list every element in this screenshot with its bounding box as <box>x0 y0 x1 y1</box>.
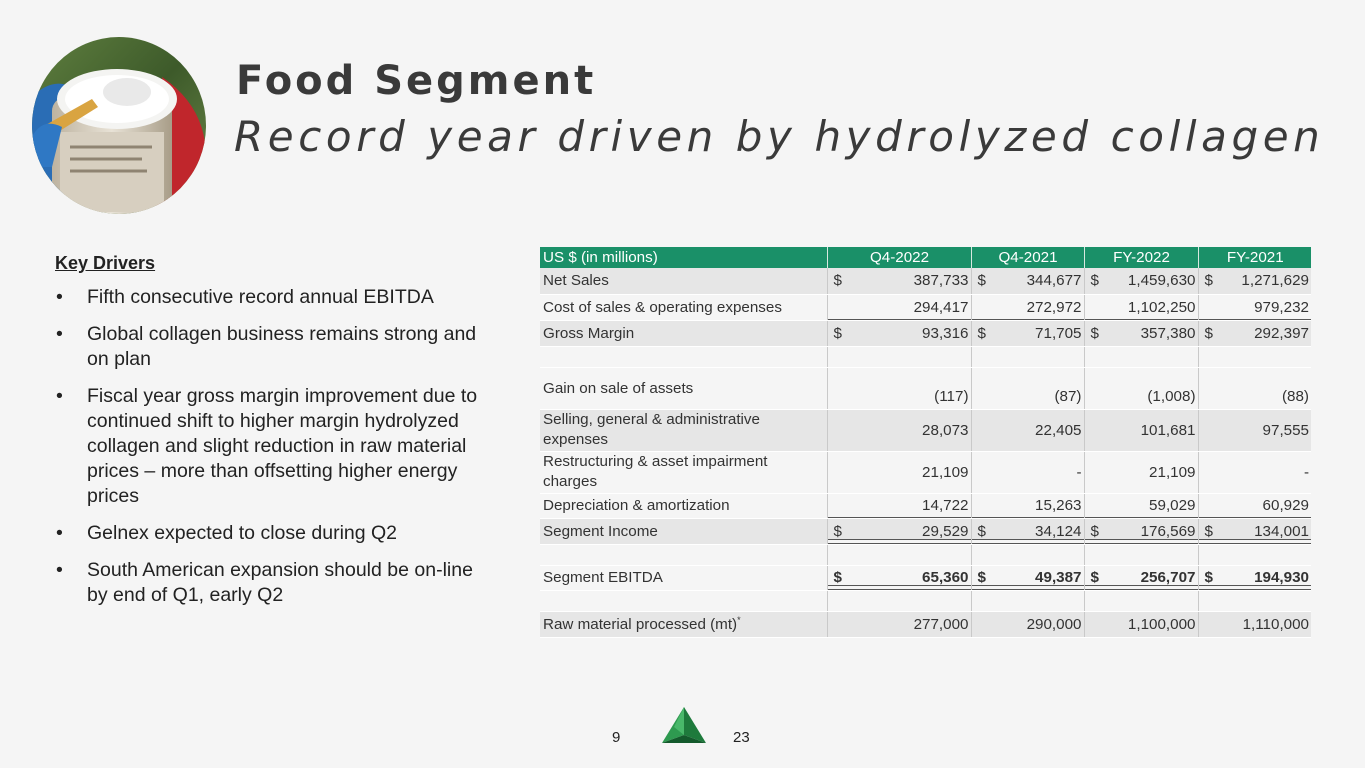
cell-value: 28,073 <box>922 421 969 439</box>
bullet-icon: • <box>56 559 63 581</box>
driver-text: Fifth consecutive record annual EBITDA <box>87 286 434 308</box>
list-item <box>55 521 495 546</box>
table-cell <box>827 294 971 320</box>
table-row <box>540 367 1311 409</box>
list-item <box>55 384 495 509</box>
table-cell <box>1198 518 1311 544</box>
row-label: Cost of sales & operating expenses <box>540 294 827 320</box>
cell-value: 22,405 <box>1035 421 1082 439</box>
table-cell <box>1084 294 1198 320</box>
table-cell <box>1198 565 1311 590</box>
bullet-icon: • <box>56 323 63 345</box>
cell-value: 290,000 <box>1026 615 1082 633</box>
column-header: Q4-2022 <box>827 247 971 268</box>
row-label-text: Raw material processed (mt) <box>543 616 738 634</box>
row-label: Gross Margin <box>540 320 827 346</box>
dollar-sign: $ <box>1204 272 1213 290</box>
table-cell <box>971 611 1084 637</box>
dollar-sign: $ <box>977 569 986 586</box>
table-cell <box>827 451 971 493</box>
table-cell <box>1198 367 1311 409</box>
table-cell <box>971 367 1084 409</box>
table-cell <box>827 268 971 294</box>
driver-text: South American expansion should be on-line by end of Q1, early Q2 <box>87 559 473 606</box>
cell-value: 60,929 <box>1262 497 1309 514</box>
cell-value: 344,677 <box>1026 272 1082 290</box>
table-cell <box>1198 493 1311 518</box>
table-cell <box>1084 451 1198 493</box>
table-cell <box>827 320 971 346</box>
dollar-sign: $ <box>1204 569 1213 586</box>
table-cell <box>971 493 1084 518</box>
table-cell <box>1198 611 1311 637</box>
dollar-sign: $ <box>833 324 842 342</box>
cell-value: 29,529 <box>922 522 969 540</box>
cell-value: 176,569 <box>1140 522 1196 540</box>
list-item <box>55 285 495 310</box>
cell-value: 256,707 <box>1140 569 1196 586</box>
dollar-sign: $ <box>1204 522 1213 540</box>
cell-value: 21,109 <box>922 463 969 481</box>
table-cell <box>827 367 971 409</box>
dollar-sign: $ <box>833 569 842 586</box>
table-cell <box>827 611 971 637</box>
cell-value: 134,001 <box>1254 522 1309 540</box>
cell-value: 1,110,000 <box>1242 615 1309 633</box>
page-number-left: 9 <box>612 729 621 746</box>
table-cell <box>1084 565 1198 590</box>
table-cell <box>971 320 1084 346</box>
table-row <box>540 320 1311 346</box>
cell-value: 1,102,250 <box>1127 298 1196 316</box>
table-cell <box>827 409 971 451</box>
table-cell <box>971 268 1084 294</box>
table-cell <box>971 294 1084 320</box>
table-row <box>540 611 1311 637</box>
cell-value: 194,930 <box>1254 569 1309 586</box>
cell-value: 272,972 <box>1026 298 1082 316</box>
page-subtitle: Record year driven by hydrolyzed collagen <box>234 112 1325 161</box>
cell-value: 101,681 <box>1140 421 1196 439</box>
cell-value: 93,316 <box>922 324 969 342</box>
cell-value: (1,008) <box>1147 387 1196 405</box>
driver-text: Global collagen business remains strong and on plan <box>87 323 477 370</box>
dollar-sign: $ <box>1090 569 1099 586</box>
cell-value: (117) <box>934 387 969 405</box>
dollar-sign: $ <box>1204 324 1213 342</box>
page-number-right: 23 <box>733 729 750 746</box>
dollar-sign: $ <box>833 272 842 290</box>
table-cell <box>1084 367 1198 409</box>
spacer-row <box>540 544 1311 565</box>
driver-text: Fiscal year gross margin improvement due to continued shift to higher margin hydrolyzed collagen and slight reduction in raw material prices – more than offsetting higher energy prices <box>87 385 478 507</box>
cell-value: 15,263 <box>1035 497 1082 514</box>
row-label: Selling, general & administrative expenses <box>540 409 827 451</box>
table-cell <box>827 565 971 590</box>
bullet-icon: • <box>56 286 63 308</box>
table-header-row <box>540 247 1311 268</box>
cell-value: 34,124 <box>1035 522 1082 540</box>
dollar-sign: $ <box>1090 324 1099 342</box>
dollar-sign: $ <box>977 324 986 342</box>
dollar-sign: $ <box>833 522 842 540</box>
driver-text: Gelnex expected to close during Q2 <box>87 522 398 544</box>
row-label: Restructuring & asset impairment charges <box>540 451 827 493</box>
row-label: Segment Income <box>540 518 827 544</box>
cell-value: 1,271,629 <box>1241 272 1309 290</box>
row-label: Segment EBITDA <box>540 565 827 590</box>
cell-value: 277,000 <box>913 615 969 633</box>
table-row <box>540 409 1311 451</box>
table-row <box>540 294 1311 320</box>
table-cell <box>1084 518 1198 544</box>
product-photo <box>32 37 206 214</box>
cell-value: 357,380 <box>1140 324 1196 342</box>
row-label <box>540 611 827 637</box>
table-row <box>540 268 1311 294</box>
cell-value: 979,232 <box>1254 298 1309 316</box>
cell-value: 65,360 <box>922 569 969 586</box>
bullet-icon: • <box>56 385 63 407</box>
table-row <box>540 565 1311 590</box>
cell-value: 294,417 <box>913 298 969 316</box>
bullet-icon: • <box>56 522 63 544</box>
dollar-sign: $ <box>977 522 986 540</box>
row-label: Gain on sale of assets <box>540 367 827 409</box>
table-cell <box>1198 320 1311 346</box>
cell-value: 387,733 <box>913 272 969 290</box>
column-header: FY-2022 <box>1084 247 1198 268</box>
table-cell <box>1084 320 1198 346</box>
dollar-sign: $ <box>1090 272 1099 290</box>
table-cell <box>1084 611 1198 637</box>
table-cell <box>971 565 1084 590</box>
list-item <box>55 322 495 372</box>
cell-value: 21,109 <box>1149 463 1196 481</box>
table-cell <box>827 518 971 544</box>
list-item <box>55 558 495 608</box>
cell-value: 14,722 <box>922 497 969 514</box>
key-drivers-heading: Key Drivers <box>55 253 156 273</box>
spacer-row <box>540 590 1311 611</box>
table-cell <box>1084 268 1198 294</box>
dollar-sign: $ <box>977 272 986 290</box>
table-cell <box>827 493 971 518</box>
table-cell <box>1198 294 1311 320</box>
table-row <box>540 493 1311 518</box>
table-cell <box>1198 409 1311 451</box>
company-logo-icon <box>662 707 706 750</box>
table-cell <box>1198 268 1311 294</box>
row-label: Depreciation & amortization <box>540 493 827 518</box>
page-title: Food Segment <box>236 58 597 104</box>
cell-value: 49,387 <box>1035 569 1082 586</box>
cell-value: - <box>1303 463 1309 481</box>
key-drivers-section <box>55 253 495 620</box>
cell-value: (87) <box>1054 387 1082 405</box>
column-header: Q4-2021 <box>971 247 1084 268</box>
row-label: Net Sales <box>540 268 827 294</box>
cell-value: 97,555 <box>1262 421 1309 439</box>
table-cell <box>1084 493 1198 518</box>
table-cell <box>971 409 1084 451</box>
table-cell <box>1198 451 1311 493</box>
cell-value: 292,397 <box>1254 324 1309 342</box>
column-header: US $ (in millions) <box>540 247 827 268</box>
financial-table <box>540 247 1311 638</box>
cell-value: 1,100,000 <box>1127 615 1196 633</box>
key-drivers-list <box>55 285 495 608</box>
table-cell <box>971 451 1084 493</box>
table-row <box>540 518 1311 544</box>
cell-value: 1,459,630 <box>1127 272 1196 290</box>
cell-value: (88) <box>1281 387 1309 405</box>
table-cell <box>971 518 1084 544</box>
cell-value: 59,029 <box>1149 497 1196 514</box>
table-cell <box>1084 409 1198 451</box>
cell-value: - <box>1076 463 1082 481</box>
footnote-marker: * <box>737 614 741 625</box>
cell-value: 71,705 <box>1035 324 1082 342</box>
spacer-row <box>540 346 1311 367</box>
dollar-sign: $ <box>1090 522 1099 540</box>
table-row <box>540 451 1311 493</box>
column-header: FY-2021 <box>1198 247 1311 268</box>
